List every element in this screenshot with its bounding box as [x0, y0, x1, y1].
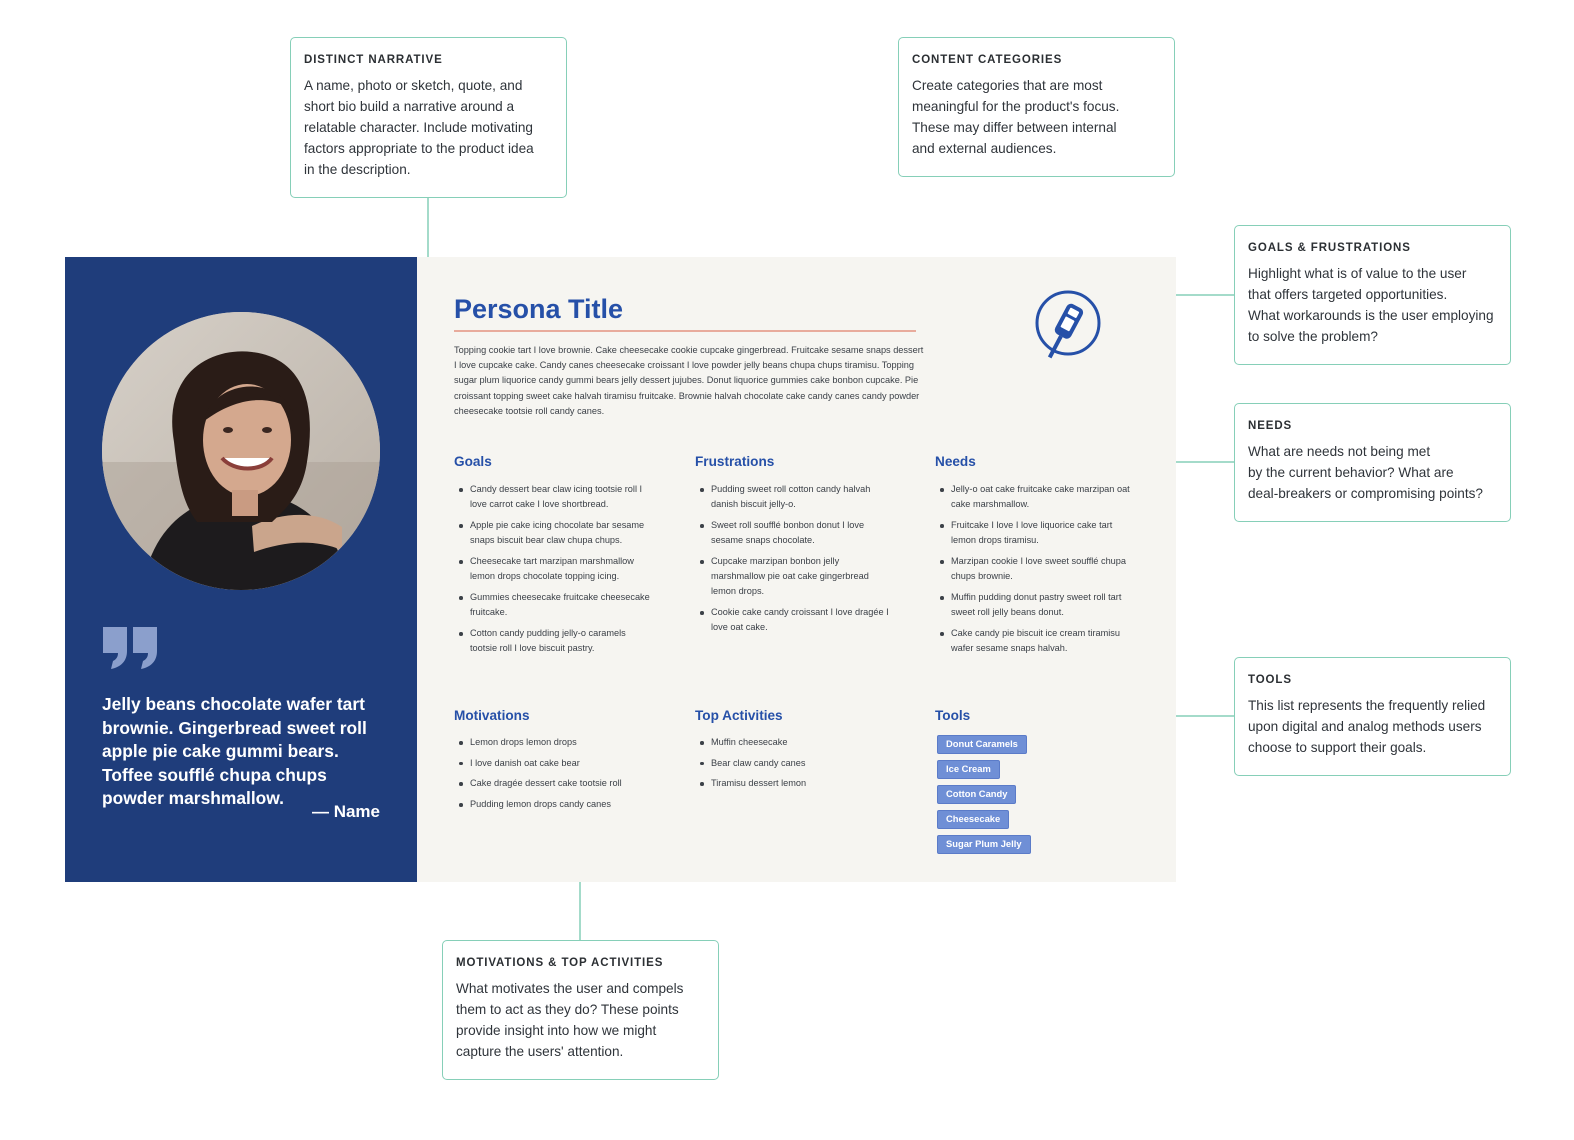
list-item: Fruitcake I love I love liquorice cake tart lemon drops tiramisu.: [935, 518, 1131, 548]
list-item: Gummies cheesecake fruitcake cheesecake fruitcake.: [454, 590, 650, 620]
phone-in-circle-icon: [1030, 290, 1102, 364]
activities-list: [695, 735, 891, 797]
callout-title: GOALS & FRUSTRATIONS: [1248, 242, 1411, 254]
callout-title: NEEDS: [1248, 420, 1293, 432]
callout-title: CONTENT CATEGORIES: [912, 54, 1063, 66]
callout-distinct-narrative: [290, 37, 567, 198]
tool-tag: Cotton Candy: [937, 785, 1016, 804]
persona-profile-panel: [65, 257, 417, 882]
list-item: Pudding sweet roll cotton candy halvah danish biscuit jelly-o.: [695, 482, 891, 512]
callout-body: What are needs not being met by the current behavior? What are deal-breakers or compromising points?: [1248, 444, 1483, 501]
callout-goals-frustrations: [1234, 225, 1511, 365]
list-item: Candy dessert bear claw icing tootsie roll I love carrot cake I love shortbread.: [454, 482, 650, 512]
callout-body: This list represents the frequently relied upon digital and analog methods users choose to support their goals.: [1248, 698, 1486, 755]
frustrations-heading: Frustrations: [695, 454, 775, 469]
list-item: Jelly-o oat cake fruitcake cake marzipan oat cake marshmallow.: [935, 482, 1131, 512]
callout-motivations-activities: [442, 940, 719, 1080]
tool-tag: Cheesecake: [937, 810, 1009, 829]
list-item: Cake dragée dessert cake tootsie roll: [454, 776, 650, 791]
list-item: Cookie cake candy croissant I love dragée I love oat cake.: [695, 605, 891, 635]
goals-list: [454, 482, 650, 662]
persona-content-panel: [417, 257, 1176, 882]
frustrations-list: [695, 482, 891, 641]
tool-tag: Donut Caramels: [937, 735, 1027, 754]
tool-tag: Ice Cream: [937, 760, 1000, 779]
list-item: Lemon drops lemon drops: [454, 735, 650, 750]
list-item: Cheesecake tart marzipan marshmallow lemon drops chocolate topping icing.: [454, 554, 650, 584]
callout-body: Create categories that are most meaningful for the product's focus. These may differ between internal and external audiences.: [912, 78, 1120, 156]
callout-title: DISTINCT NARRATIVE: [304, 54, 443, 66]
list-item: Sweet roll soufflé bonbon donut I love sesame snaps chocolate.: [695, 518, 891, 548]
tools-heading: Tools: [935, 708, 971, 723]
list-item: Cake candy pie biscuit ice cream tiramisu wafer sesame snaps halvah.: [935, 626, 1131, 656]
list-item: Tiramisu dessert lemon: [695, 776, 891, 791]
persona-photo-illustration: [102, 312, 380, 590]
motivations-heading: Motivations: [454, 708, 530, 723]
persona-bio: Topping cookie tart I love brownie. Cake cheesecake cookie cupcake gingerbread. Fruitcake sesame snaps dessert I love cupcake cake. Candy canes cheesecake croissant I love powder jelly beans chupa chups tiramisu. Topping sugar plum liquorice candy gummi bears jelly dessert jujubes. Donut liquorice gummies cake bonbon cupcake. Pie croissant topping sweet cake halvah tiramisu fruitcake. Brownie halvah chocolate cake candy canes candy powder cheesecake tootsie roll candy canes.: [454, 345, 924, 416]
callout-title: TOOLS: [1248, 674, 1292, 686]
list-item: Marzipan cookie I love sweet soufflé chupa chups brownie.: [935, 554, 1131, 584]
callout-body: What motivates the user and compels them to act as they do? These points provide insight into how we might capture the users' attention.: [456, 981, 684, 1059]
list-item: Muffin pudding donut pastry sweet roll tart sweet roll jelly beans donut.: [935, 590, 1131, 620]
list-item: Apple pie cake icing chocolate bar sesame snaps biscuit bear claw chupa chups.: [454, 518, 650, 548]
title-underline: [454, 330, 916, 332]
persona-quote: Jelly beans chocolate wafer tart brownie. Gingerbread sweet roll apple pie cake gummi bears. Toffee soufflé chupa chups powder marshmallow.: [102, 694, 367, 809]
callout-body: Highlight what is of value to the user that offers targeted opportunities. What workarounds is the user employing to solve the problem?: [1248, 266, 1494, 344]
persona-quote-name: — Name: [311, 802, 380, 821]
list-item: Muffin cheesecake: [695, 735, 891, 750]
motivations-list: [454, 735, 650, 818]
callout-body: A name, photo or sketch, quote, and short bio build a narrative around a relatable character. Include motivating factors appropriate to the product idea in the description.: [304, 78, 534, 177]
callout-title: MOTIVATIONS & TOP ACTIVITIES: [456, 957, 664, 969]
callout-tools: [1234, 657, 1511, 776]
list-item: Cotton candy pudding jelly-o caramels tootsie roll I love biscuit pastry.: [454, 626, 650, 656]
persona-title: Persona Title: [454, 294, 624, 324]
persona-photo: [102, 312, 380, 590]
needs-heading: Needs: [935, 454, 976, 469]
activities-heading: Top Activities: [695, 708, 783, 723]
callout-content-categories: [898, 37, 1175, 177]
goals-heading: Goals: [454, 454, 492, 469]
tools-tags: [937, 735, 1031, 860]
list-item: Pudding lemon drops candy canes: [454, 797, 650, 812]
callout-needs: [1234, 403, 1511, 522]
list-item: Bear claw candy canes: [695, 756, 891, 771]
list-item: Cupcake marzipan bonbon jelly marshmallow pie oat cake gingerbread lemon drops.: [695, 554, 891, 599]
tool-tag: Sugar Plum Jelly: [937, 835, 1031, 854]
needs-list: [935, 482, 1131, 662]
list-item: I love danish oat cake bear: [454, 756, 650, 771]
quote-marks-icon: [101, 627, 161, 669]
